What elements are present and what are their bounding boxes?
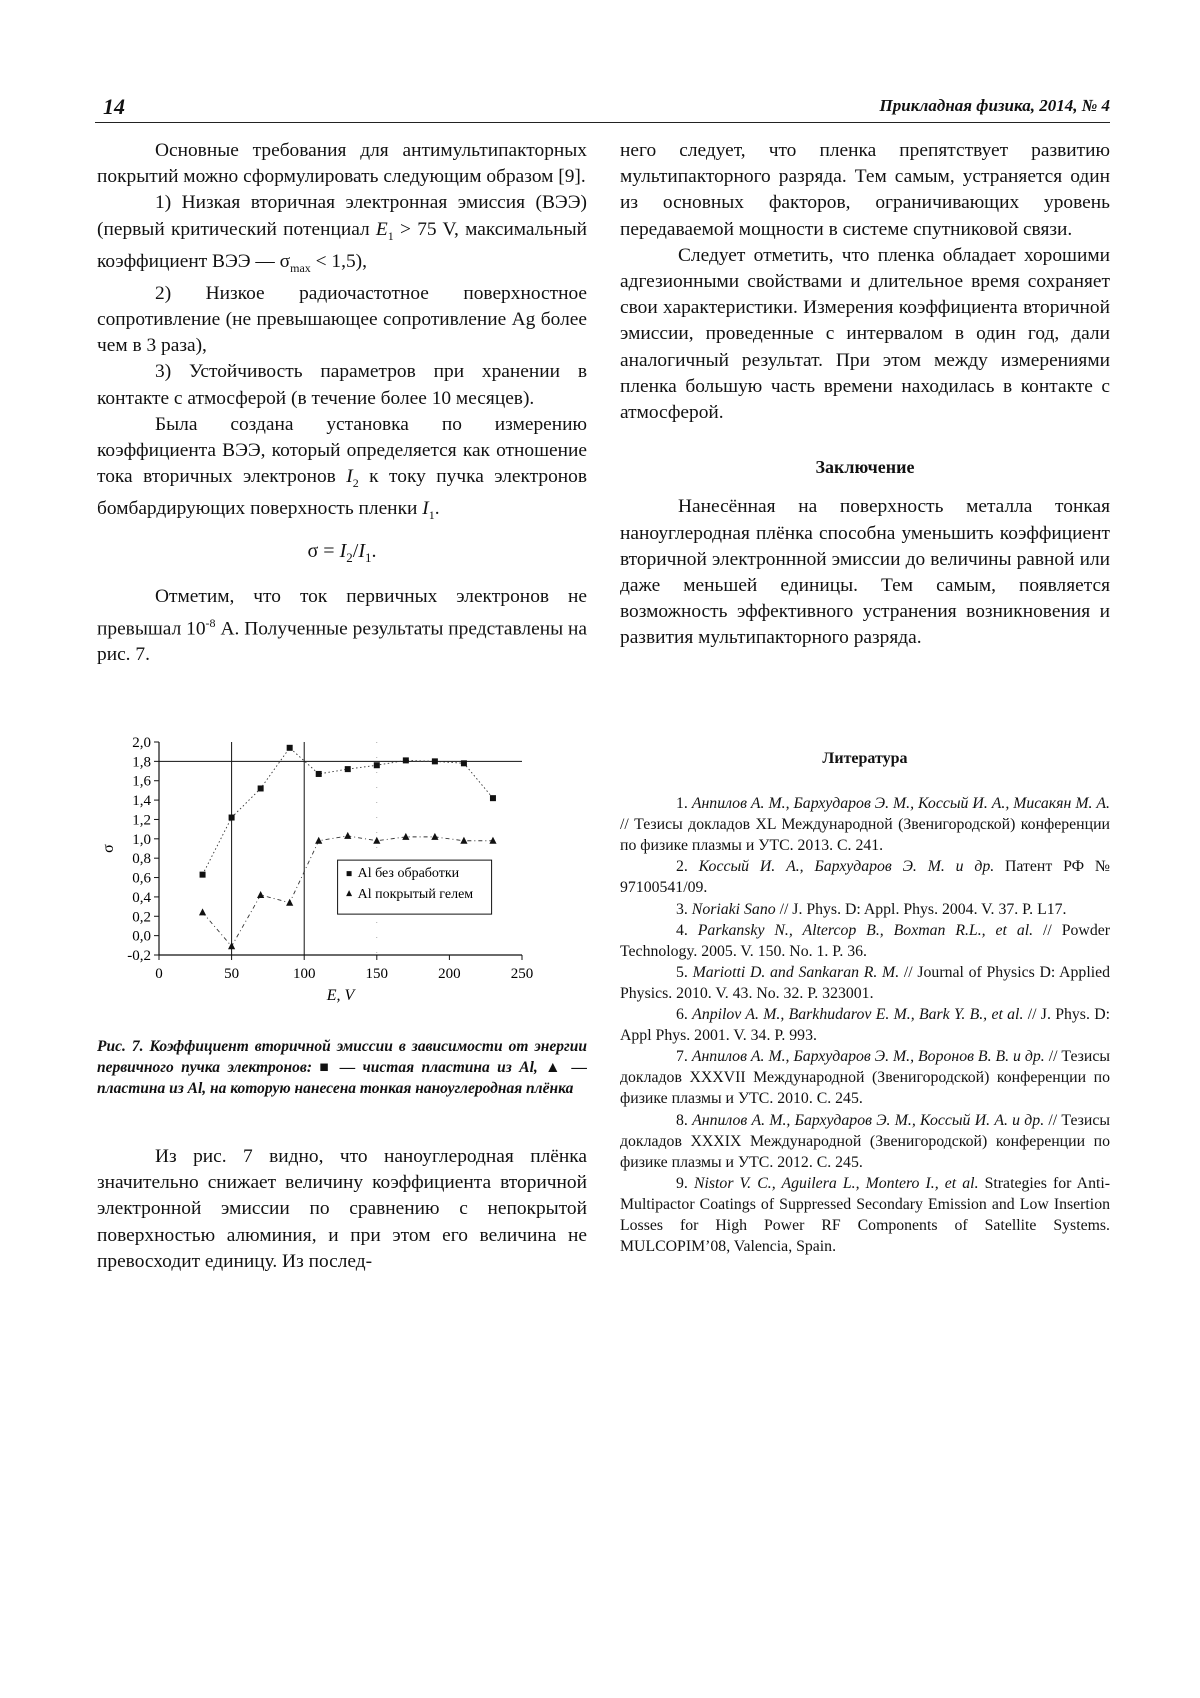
x-tick-label: 0 [155, 966, 163, 982]
x-tick-label: 200 [438, 966, 461, 982]
square-point [374, 762, 380, 768]
y-tick-label: 0,8 [132, 851, 151, 868]
triangle-point [489, 837, 496, 844]
y-tick-label: 1,6 [132, 773, 151, 790]
square-point [461, 760, 467, 766]
square-point [258, 785, 264, 791]
triangle-point [431, 833, 438, 840]
reference-item: 5. Mariotti D. and Sankaran R. M. // Journal of Physics D: Applied Physics. 2010. V. 43. No. 32. P. 323001. [620, 963, 1111, 1002]
reference-item: 1. Анпилов А. М., Бархударов Э. М., Коссый И. А., Мисакян М. А. // Тезисы докладов XL Международной (Звенигородской) конференции по физике плазмы и УТС. 2013. С. 241. [620, 795, 1111, 855]
y-axis-label: σ [100, 844, 117, 853]
figure-7 [97, 730, 587, 1035]
y-tick-label: 1,0 [132, 831, 151, 848]
y-tick-label: 0,6 [132, 870, 151, 887]
references [620, 748, 1110, 1257]
paragraph: Основные требования для антимультипакторных покрытий можно сформулировать следующим образом [9]. [97, 140, 587, 188]
y-tick-label: 1,2 [132, 812, 151, 829]
legend-square-marker [347, 871, 352, 876]
after-figure-text [97, 1144, 587, 1275]
triangle-point [402, 833, 409, 840]
paragraph: Следует отметить, что пленка обладает хорошими адгезионными свойствами и длительное время сохраняет свои характеристики. Измерения коэффициента вторичной эмиссии, проведенные с интервалом в один год, дали аналогичный результат. При этом между измерениями пленка большую часть времени находилась в контакте с атмосферой. [620, 244, 1110, 424]
reference-item: 6. Anpilov A. M., Barkhudarov E. M., Bark Y. B., et al. // J. Phys. D: Appl Phys. 2001. V. 34. P. 993. [620, 1006, 1111, 1045]
y-tick-label: 1,8 [132, 754, 151, 771]
triangle-point [460, 837, 467, 844]
triangle-point [344, 832, 351, 839]
y-tick-label: 0,0 [132, 928, 151, 945]
y-tick-label: -0,2 [127, 948, 151, 964]
square-point [200, 872, 206, 878]
reference-item: 9. Nistor V. C., Aguilera L., Montero I., et al. Strategies for Anti-Multipactor Coatings of Suppressed Secondary Emission and Low Insertion Losses for High Power RF Components of Satellite Systems. MULCOPIM’08, Valencia, Spain. [620, 1174, 1111, 1256]
page-header [95, 90, 1110, 123]
square-point [403, 757, 409, 763]
journal-title: Прикладная физика, 2014, № 4 [879, 96, 1110, 115]
figure-caption: Рис. 7. Коэффициент вторичной эмиссии в зависимости от энергии первичного пучка электронов: ■ — чистая пластина из Al, ▲ — пластина из Al, на которую нанесена тонкая наноуглеродная плёнка [97, 1038, 588, 1097]
y-tick-label: 0,4 [132, 889, 151, 906]
x-tick-label: 150 [365, 966, 389, 982]
square-point [490, 795, 496, 801]
x-tick-label: 50 [224, 966, 240, 982]
y-tick-label: 1,4 [132, 793, 151, 810]
triangle-point [286, 899, 293, 906]
y-tick-label: 0,2 [132, 909, 151, 926]
right-column [620, 138, 1110, 652]
paragraph: него следует, что пленка препятствует развитию мультипакторного разряда. Тем самым, устраняется один из основных факторов, ограничивающих уровень передаваемой мощности в системе спутниковой связи. [620, 140, 1110, 240]
references-title: Литература [822, 750, 908, 767]
formula: $\sigma = I_2/I_1$. [307, 540, 377, 566]
page-number: 14 [103, 94, 125, 119]
x-tick-label: 100 [292, 966, 316, 982]
triangle-point [373, 837, 380, 844]
conclusion-heading: Заключение [815, 457, 915, 478]
triangle-point [315, 837, 322, 844]
x-tick-label: 250 [510, 966, 534, 982]
sigma-chart [97, 730, 587, 1030]
triangle-point [199, 908, 206, 915]
reference-item: 8. Анпилов А. М., Бархударов Э. М., Коссый И. А. и др. // Тезисы докладов XXXIX Международной (Звенигородской) конференции по физике плазмы и УТС. 2012. С. 245. [620, 1111, 1111, 1171]
triangle-point [257, 891, 264, 898]
reference-item: 3. Noriaki Sano // J. Phys. D: Appl. Phys. 2004. V. 37. P. L17. [676, 900, 1067, 918]
reference-item: 4. Parkansky N., Altercop B., Boxman R.L., et al. // Powder Technology. 2005. V. 150. No. 1. P. 36. [620, 921, 1110, 960]
square-point [287, 745, 293, 751]
y-tick-label: 2,0 [132, 735, 151, 751]
paragraph: Была создана установка по измерению коэффициента ВЭЭ, который определяется как отношение тока вторичных электронов $I_2$ к току пучка электронов бомбардирующих поверхность пленки $I_1$. [97, 413, 588, 523]
x-axis-label: E, V [326, 987, 355, 1004]
square-point [432, 758, 438, 764]
square-point [229, 815, 235, 821]
square-point [345, 766, 351, 772]
paragraph: 1) Низкая вторичная электронная эмиссия (ВЭЭ) (первый критический потенциал $E_1 > 75$ V, максимальный коэффициент ВЭЭ — $\sigma_{max} < 1,5$), [97, 192, 587, 275]
reference-item: 2. Коссый И. А., Бархударов Э. М. и др. Патент РФ № 97100541/09. [620, 858, 1110, 897]
paragraph: Отметим, что ток первичных электронов не превышал $10^{-8}$ А. Полученные результаты представлены на рис. 7. [97, 585, 587, 666]
paragraph: 3) Устойчивость параметров при хранении в контакте с атмосферой (в течение более 10 месяцев). [97, 361, 587, 409]
paragraph: 2) Низкое радиочастотное поверхностное сопротивление (не превышающее сопротивление Ag более чем в 3 раза), [97, 282, 587, 357]
paragraph: Нанесённая на поверхность металла тонкая наноуглеродная плёнка способна уменьшить коэффициент вторичной электроннной эмиссии до величины равной или даже меньшей единицы. Тем самым, появляется возможность эффективного устранения возникновения и развития мультипакторного разряда. [620, 496, 1110, 649]
square-point [316, 771, 322, 777]
paragraph: Из рис. 7 видно, что наноуглеродная плёнка значительно снижает величину коэффициента вторичной электронной эмиссии по сравнению с непокрытой поверхностью алюминия, и при этом его величина не превосходит единицу. Из послед- [97, 1146, 587, 1272]
legend-label: Al без обработки [357, 866, 460, 882]
legend-label: Al покрытый гелем [357, 887, 474, 903]
reference-item: 7. Анпилов А. М., Бархударов Э. М., Воронов В. В. и др. // Тезисы докладов XXXVII Международной (Звенигородской) конференции по физике плазмы и УТС. 2010. С. 245. [620, 1048, 1111, 1108]
left-column [97, 138, 587, 669]
